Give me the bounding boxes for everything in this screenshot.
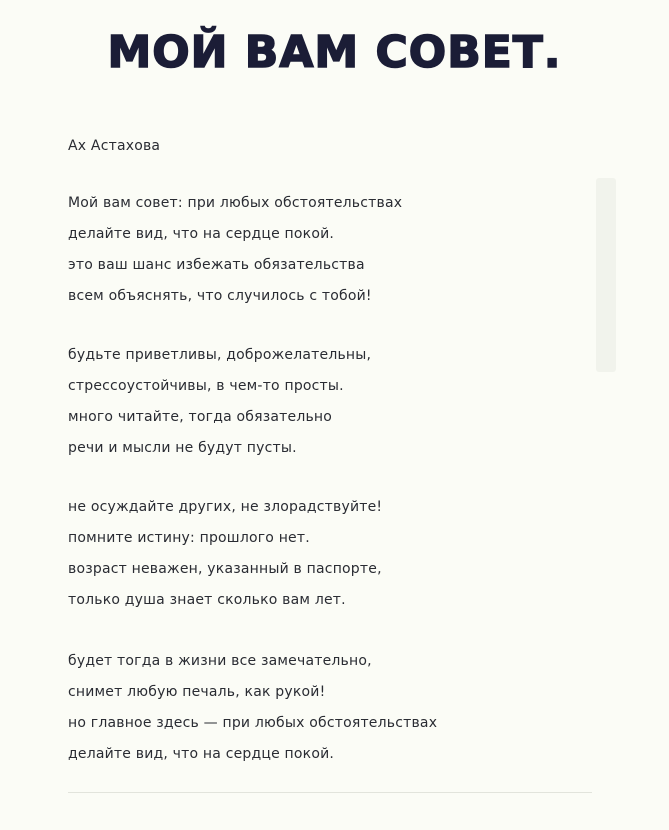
- poem-line: речи и мысли не будут пусты.: [68, 440, 297, 456]
- poem-line: будет тогда в жизни все замечательно,: [68, 653, 372, 669]
- poem-line: возраст неважен, указанный в паспорте,: [68, 561, 382, 577]
- poem-line: только душа знает сколько вам лет.: [68, 592, 346, 608]
- poem-line: будьте приветливы, доброжелательны,: [68, 347, 372, 363]
- poem-line: стрессоустойчивы, в чем-то просты.: [68, 378, 344, 394]
- poem-line: много читайте, тогда обязательно: [68, 409, 333, 425]
- poem-line: делайте вид, что на сердце покой.: [68, 226, 335, 242]
- poem-line: снимет любую печаль, как рукой!: [68, 684, 326, 700]
- poem-line: это ваш шанс избежать обязательства: [68, 257, 365, 273]
- poem-stanza: [68, 492, 382, 616]
- poem-title: МОЙ ВАМ СОВЕТ.: [107, 26, 562, 78]
- poem-stanza: [68, 340, 371, 464]
- poem-stanza: [68, 646, 437, 770]
- poem-line: делайте вид, что на сердце покой.: [68, 746, 335, 762]
- poem-line: помните истину: прошлого нет.: [68, 530, 310, 546]
- poem-line: но главное здесь — при любых обстоятельствах: [68, 715, 438, 731]
- poem-line: всем объяснять, что случилось с тобой!: [68, 288, 372, 304]
- poem-line: не осуждайте других, не злорадствуйте!: [68, 499, 383, 515]
- poem-line: Мой вам совет: при любых обстоятельствах: [68, 195, 403, 211]
- bottom-divider: [68, 792, 592, 793]
- poem-stanza: [68, 188, 402, 312]
- scrollbar[interactable]: [596, 178, 616, 372]
- poem-author: Ах Астахова: [68, 138, 161, 154]
